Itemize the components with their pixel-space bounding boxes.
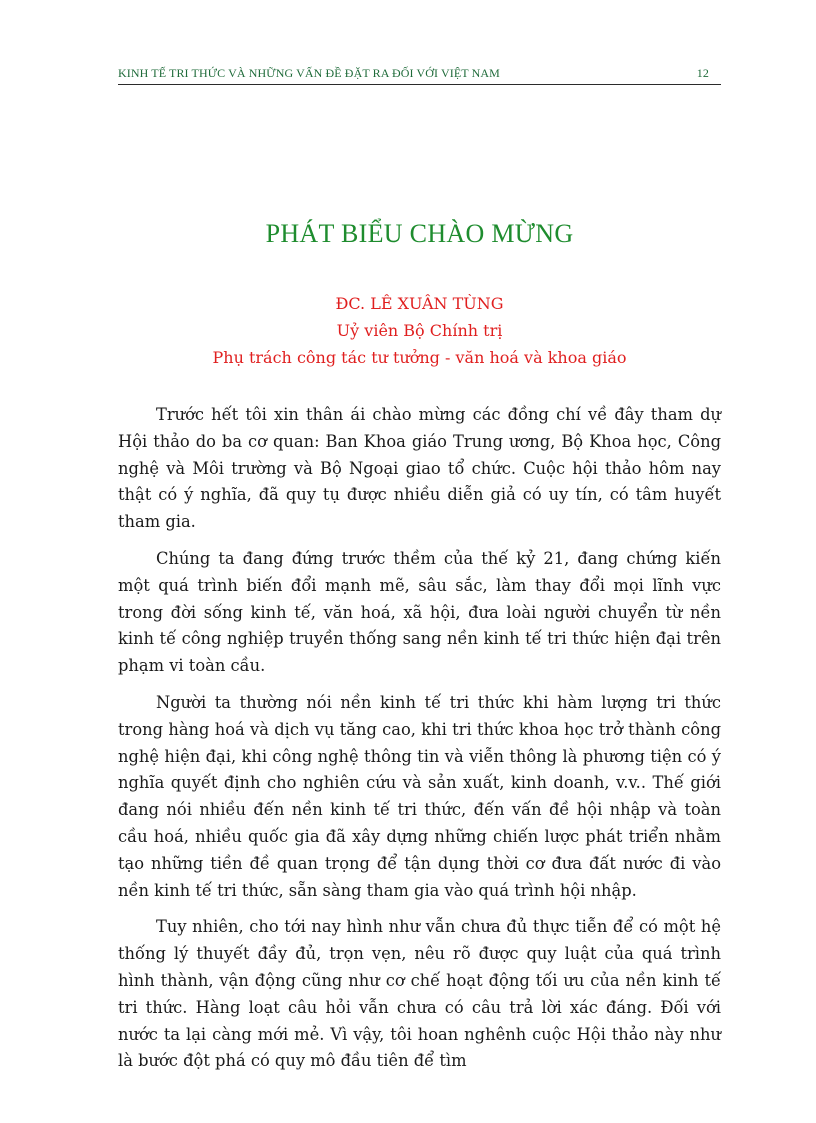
running-header-title: KINH TẾ TRI THỨC VÀ NHỮNG VẤN ĐỀ ĐẶT RA ĐỐI VỚI VIỆT NAM <box>118 66 500 80</box>
author-position-1: Uỷ viên Bộ Chính trị <box>336 321 503 340</box>
author-name: ĐC. LÊ XUÂN TÙNG <box>335 294 504 313</box>
paragraph-1: Trước hết tôi xin thân ái chào mừng các đồng chí về đây tham dự Hội thảo do ba cơ quan: Ban Khoa giáo Trung ương, Bộ Khoa học, Công nghệ và Môi trường và Bộ Ngoại giao tổ chức. Cuộc hội thảo hôm nay thật có ý nghĩa, đã quy tụ được nhiều diễn giả có uy tín, có tâm huyết tham gia. <box>118 405 721 532</box>
body-text <box>118 402 721 1085</box>
author-position-2: Phụ trách công tác tư tưởng - văn hoá và khoa giáo <box>212 348 627 367</box>
paragraph-4: Tuy nhiên, cho tới nay hình như vẫn chưa đủ thực tiễn để có một hệ thống lý thuyết đầy đủ, trọn vẹn, nêu rõ được quy luật của quá trình hình thành, vận động cũng như cơ chế hoạt động tối ưu của nền kinh tế tri thức. Hàng loạt câu hỏi vẫn chưa có câu trả lời xác đáng. Đối với nước ta lại càng mới mẻ. Vì vậy, tôi hoan nghênh cuộc Hội thảo này như là bước đột phá có quy mô đầu tiên để tìm <box>118 917 721 1071</box>
paragraph-3: Người ta thường nói nền kinh tế tri thức khi hàm lượng tri thức trong hàng hoá và dịch vụ tăng cao, khi tri thức khoa học trở thành công nghệ hiện đại, khi công nghệ thông tin và viễn thông là phương tiện có ý nghĩa quyết định cho nghiên cứu và sản xuất, kinh doanh, v.v.. Thế giới đang nói nhiều đến nền kinh tế tri thức, đến vấn đề hội nhập và toàn cầu hoá, nhiều quốc gia đã xây dựng những chiến lược phát triển nhằm tạo những tiền đề quan trọng để tận dụng thời cơ đưa đất nước đi vào nền kinh tế tri thức, sẵn sàng tham gia vào quá trình hội nhập. <box>118 692 721 900</box>
chapter-title: PHÁT BIỂU CHÀO MỪNG <box>265 219 574 248</box>
paragraph-2: Chúng ta đang đứng trước thềm của thế kỷ 21, đang chứng kiến một quá trình biến đổi mạnh mẽ, sâu sắc, làm thay đổi mọi lĩnh vực trong đời sống kinh tế, văn hoá, xã hội, đưa loài người chuyển từ nền kinh tế công nghiệp truyền thống sang nền kinh tế tri thức hiện đại trên phạm vi toàn cầu. <box>118 548 721 676</box>
page-number: 12 <box>696 66 709 80</box>
author-block <box>118 290 721 371</box>
running-header <box>118 62 721 85</box>
